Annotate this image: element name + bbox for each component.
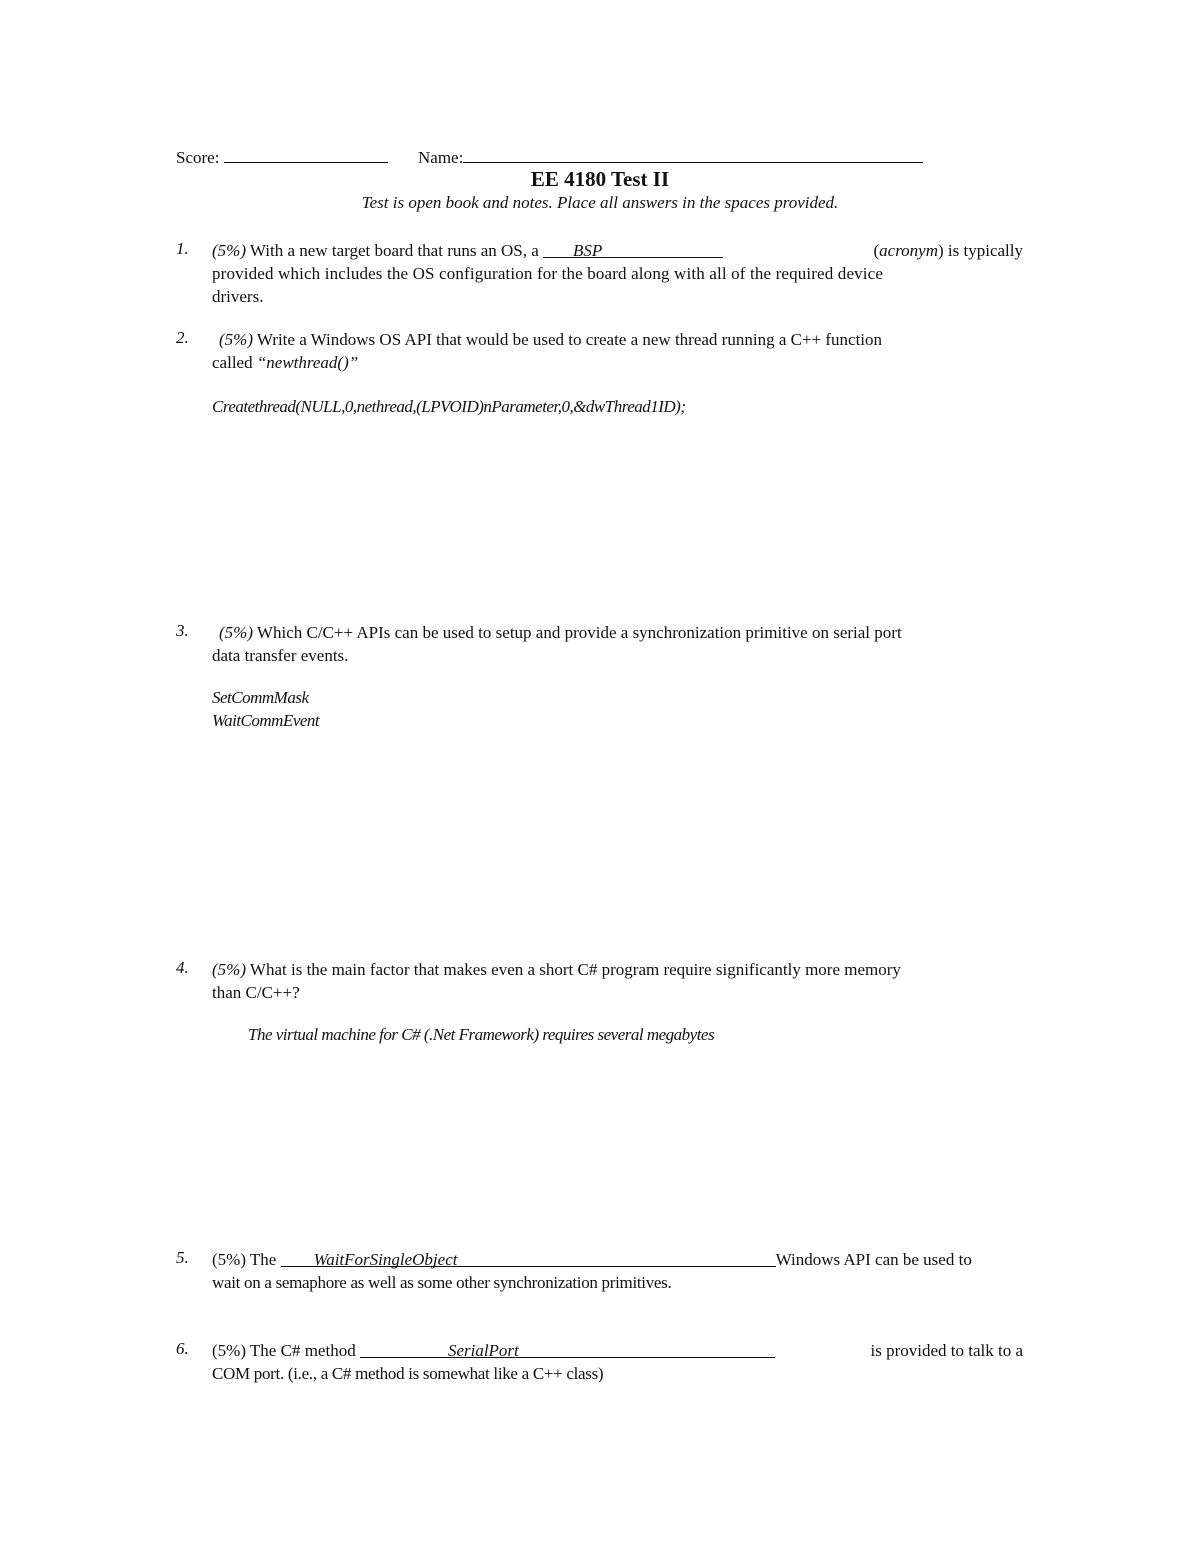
question-text-line3: drivers. bbox=[212, 287, 264, 306]
question-weight: (5%) bbox=[219, 623, 253, 642]
answer-text: The virtual machine for C# (.Net Framework) requires several megabytes bbox=[248, 1025, 715, 1044]
question-6 bbox=[212, 1339, 1023, 1385]
question-text-line2: data transfer events. bbox=[212, 646, 349, 665]
page-subtitle: Test is open book and notes. Place all answers in the spaces provided. bbox=[361, 193, 839, 212]
question-text-end: Windows API can be used to bbox=[775, 1250, 972, 1269]
question-text-end: is provided to talk to a bbox=[870, 1341, 1023, 1360]
function-name: “newthread()” bbox=[256, 353, 359, 372]
question-text-line2: than C/C++? bbox=[212, 983, 300, 1002]
question-text-line2: called bbox=[212, 353, 257, 372]
acronym-label: acronym bbox=[879, 241, 939, 260]
question-weight: (5%) bbox=[212, 1341, 246, 1360]
question-text-line2: provided which includes the OS configuration for the board along with all of the required device bbox=[212, 264, 884, 283]
question-number: 5. bbox=[176, 1248, 189, 1267]
answer-blank bbox=[360, 1339, 775, 1358]
question-weight: (5%) bbox=[219, 330, 253, 349]
question-text: What is the main factor that makes even a short C# program require significantly more memory bbox=[245, 960, 901, 979]
answer-text: BSP bbox=[573, 241, 603, 260]
question-weight: (5%) bbox=[212, 241, 246, 260]
question-weight: (5%) bbox=[212, 960, 246, 979]
answer-text: Createthread(NULL,0,nethread,(LPVOID)nParameter,0,&dwThread1ID); bbox=[212, 397, 686, 416]
question-4 bbox=[212, 958, 1023, 1004]
question-text: The bbox=[245, 1250, 281, 1269]
question-text: Which C/C++ APIs can be used to setup and provide a synchronization primitive on serial port bbox=[252, 623, 902, 642]
question-number: 3. bbox=[176, 621, 189, 640]
score-label: Score: bbox=[176, 148, 220, 167]
question-text: Write a Windows OS API that would be used to create a new thread running a C++ function bbox=[252, 330, 883, 349]
question-1 bbox=[212, 239, 1023, 308]
question-3 bbox=[212, 621, 1023, 667]
question-text: The C# method bbox=[245, 1341, 360, 1360]
question-text: With a new target board that runs an OS, a bbox=[245, 241, 544, 260]
question-text-line2: COM port. (i.e., a C# method is somewhat like a C++ class) bbox=[212, 1364, 604, 1383]
page-title: EE 4180 Test II bbox=[530, 167, 670, 191]
question-text-line2: wait on a semaphore as well as some other synchronization primitives. bbox=[212, 1273, 672, 1292]
name-field[interactable] bbox=[418, 144, 923, 168]
name-blank[interactable] bbox=[463, 144, 923, 163]
paren-open: ( bbox=[873, 241, 880, 260]
answer-text: WaitForSingleObject bbox=[313, 1250, 458, 1269]
question-number: 6. bbox=[176, 1339, 189, 1358]
question-5 bbox=[212, 1248, 1023, 1294]
score-field[interactable] bbox=[176, 144, 388, 168]
answer-blank bbox=[281, 1248, 776, 1267]
question-text-end: ) is typically bbox=[938, 241, 1023, 260]
question-2 bbox=[212, 328, 1023, 374]
answer-blank bbox=[543, 239, 723, 258]
score-blank[interactable] bbox=[224, 144, 388, 163]
question-number: 4. bbox=[176, 958, 189, 977]
answer-line: WaitCommEvent bbox=[212, 711, 320, 730]
question-number: 1. bbox=[176, 239, 189, 258]
answer-line: SetCommMask bbox=[212, 688, 309, 707]
question-weight: (5%) bbox=[212, 1250, 246, 1269]
answer-text: SerialPort bbox=[447, 1341, 519, 1360]
name-label: Name: bbox=[418, 148, 464, 167]
question-number: 2. bbox=[176, 328, 189, 347]
